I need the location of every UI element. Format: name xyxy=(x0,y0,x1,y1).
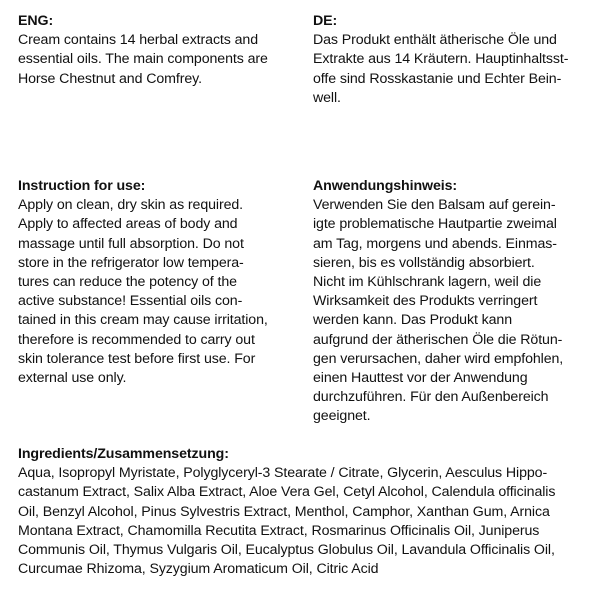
anwendung-text-line: sieren, bis es vollständig absorbiert. xyxy=(313,254,535,271)
anwendung-text-line: geeignet. xyxy=(313,408,371,425)
anwendung-text-line: werden kann. Das Produkt kann xyxy=(313,312,512,329)
anwendung-text-line: Verwenden Sie den Balsam auf gerein- xyxy=(313,197,556,214)
ingredients-text-line: Communis Oil, Thymus Vulgaris Oil, Eucalyptus Globulus Oil, Lavandula Officinalis Oil, xyxy=(18,542,555,559)
english-description-section xyxy=(18,12,288,89)
german-text-line: Das Produkt enthält ätherische Öle und xyxy=(313,32,557,49)
instruction-text-line: store in the refrigerator low tempera- xyxy=(18,254,244,271)
ingredients-section xyxy=(18,445,588,579)
instruction-text-line: tained in this cream may cause irritation, xyxy=(18,312,268,329)
anwendung-text-line: Nicht im Kühlschrank lagern, weil die xyxy=(313,274,542,291)
instruction-text-line: active substance! Essential oils con- xyxy=(18,293,243,310)
german-description-section xyxy=(313,12,588,108)
ingredients-text-line: Oil, Benzyl Alcohol, Pinus Sylvestris Extract, Menthol, Camphor, Xanthan Gum, Arnica xyxy=(18,503,550,520)
instruction-text-line: tures can reduce the potency of the xyxy=(18,274,237,291)
ingredients-text-line: Curcumae Rhizoma, Syzygium Aromaticum Oil, Citric Acid xyxy=(18,561,379,578)
instruction-text-line: massage until full absorption. Do not xyxy=(18,235,244,252)
anwendung-text-line: igte problematische Hautpartie zweimal xyxy=(313,216,557,233)
german-text-line: offe sind Rosskastanie und Echter Bein- xyxy=(313,70,562,87)
ingredients-heading: Ingredients/Zusammensetzung: xyxy=(18,446,229,462)
ingredients-text-line: Aqua, Isopropyl Myristate, Polyglyceryl-3 Stearate / Citrate, Glycerin, Aesculus Hippo- xyxy=(18,465,548,482)
english-text-line: essential oils. The main components are xyxy=(18,51,268,68)
german-text-line: Extrakte aus 14 Kräutern. Hauptinhaltsst- xyxy=(313,51,569,68)
english-heading: ENG: xyxy=(18,13,54,29)
ingredients-text-line: Montana Extract, Chamomilla Recutita Extract, Rosmarinus Officinalis Oil, Juniperus xyxy=(18,522,540,539)
anwendung-text-line: einen Hauttest vor der Anwendung xyxy=(313,370,528,387)
german-heading: DE: xyxy=(313,13,338,29)
instruction-text-line: Apply on clean, dry skin as required. xyxy=(18,197,243,214)
anwendung-text-line: aufgrund der ätherischen Öle die Rötun- xyxy=(313,331,563,348)
english-text-line: Horse Chestnut and Comfrey. xyxy=(18,70,202,87)
ingredients-text-line: castanum Extract, Salix Alba Extract, Aloe Vera Gel, Cetyl Alcohol, Calendula officinalis xyxy=(18,484,556,501)
english-text-line: Cream contains 14 herbal extracts and xyxy=(18,32,258,49)
anwendung-text-line: am Tag, morgens und abends. Einmas- xyxy=(313,235,557,252)
instruction-heading: Instruction for use: xyxy=(18,178,146,194)
anwendung-text-line: durchzuführen. Für den Außenbereich xyxy=(313,389,549,406)
instruction-text-line: skin tolerance test before first use. For xyxy=(18,350,256,367)
instruction-text-line: therefore is recommended to carry out xyxy=(18,331,255,348)
instruction-text-line: Apply to affected areas of body and xyxy=(18,216,238,233)
instruction-text-line: external use only. xyxy=(18,370,127,387)
anwendungshinweis-section xyxy=(313,177,588,427)
anwendung-text-line: Wirksamkeit des Produkts verringert xyxy=(313,293,538,310)
anwendung-text-line: gen verursachen, daher wird empfohlen, xyxy=(313,350,564,367)
instruction-for-use-section xyxy=(18,177,288,388)
german-text-line: well. xyxy=(313,89,341,106)
anwendung-heading: Anwendungshinweis: xyxy=(313,178,458,194)
